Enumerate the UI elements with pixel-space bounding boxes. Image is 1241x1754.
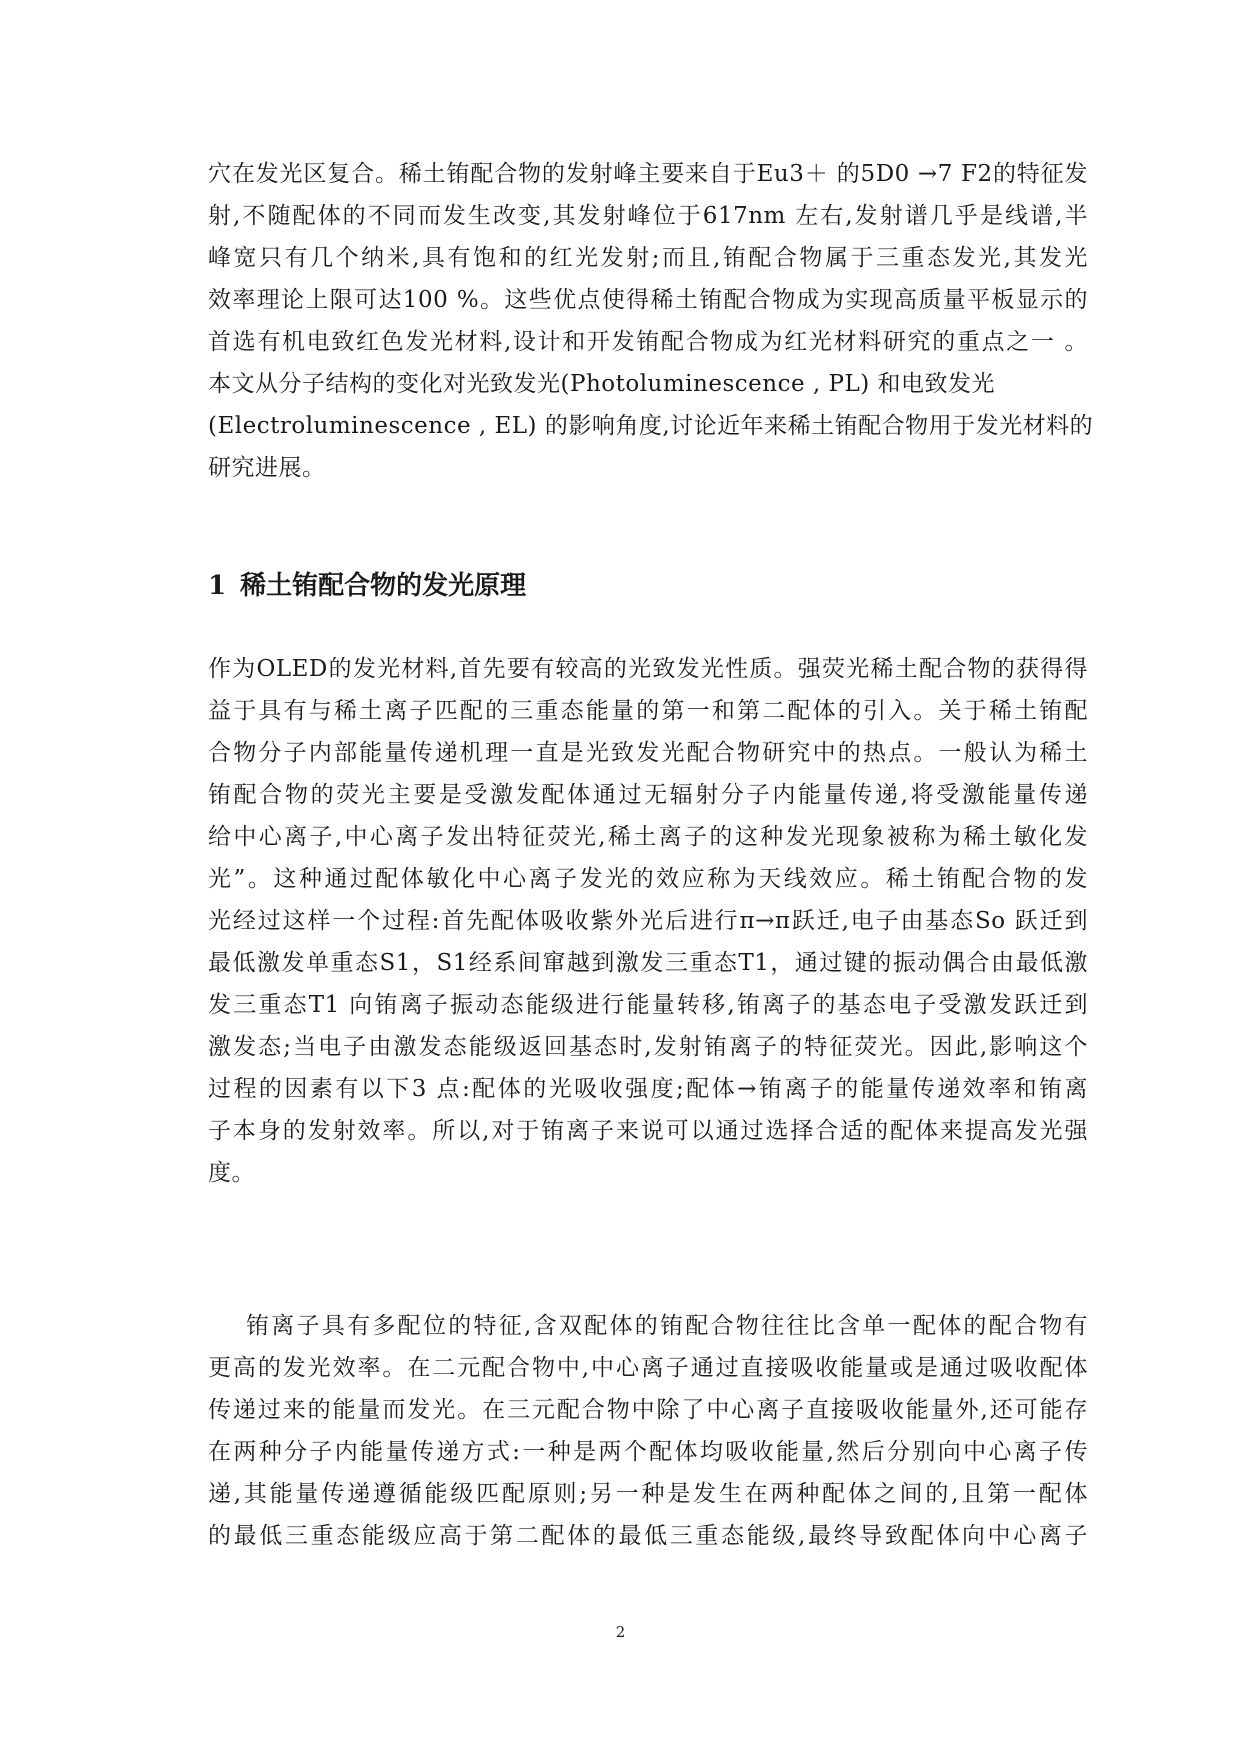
text-line: 益于具有与稀土离子匹配的三重态能量的第一和第二配体的引入。关于稀土铕配 — [208, 698, 1088, 724]
text-line: 激发态;当电子由激发态能级返回基态时,发射铕离子的特征荧光。因此,影响这个 — [208, 1034, 1088, 1060]
text-line: 过程的因素有以下3 点:配体的光吸收强度;配体→铕离子的能量传递效率和铕离 — [208, 1076, 1088, 1102]
text-line: 合物分子内部能量传递机理一直是光致发光配合物研究中的热点。一般认为稀土 — [208, 740, 1088, 766]
text-line: 子本身的发射效率。所以,对于铕离子来说可以通过选择合适的配体来提高发光强 — [208, 1118, 1088, 1144]
text-line: 给中心离子,中心离子发出特征荧光,稀土离子的这种发光现象被称为稀土敏化发 — [208, 824, 1088, 850]
text-line: 度。 — [208, 1160, 255, 1186]
text-line: (Electroluminescence , EL) 的影响角度,讨论近年来稀土铕配合物用于发光材料的 — [208, 413, 1094, 439]
text-line: 最低激发单重态S1，S1经系间窜越到激发三重态T1，通过键的振动偶合由最低激 — [208, 950, 1088, 976]
text-line: 效率理论上限可达100 %。这些优点使得稀土铕配合物成为实现高质量平板显示的 — [208, 287, 1088, 313]
text-line: 研究进展。 — [208, 455, 326, 481]
text-line: 递,其能量传递遵循能级匹配原则;另一种是发生在两种配体之间的,且第一配体 — [208, 1481, 1088, 1507]
paragraph-principle — [208, 648, 1088, 1194]
text-line: 光”。这种通过配体敏化中心离子发光的效应称为天线效应。稀土铕配合物的发 — [208, 866, 1088, 892]
section-title: 稀土铕配合物的发光原理 — [240, 571, 527, 601]
text-line: 的最低三重态能级应高于第二配体的最低三重态能级,最终导致配体向中心离子 — [208, 1523, 1088, 1549]
section-heading — [208, 566, 526, 606]
text-line: 光经过这样一个过程:首先配体吸收紫外光后进行π→π跃迁,电子由基态So 跃迁到 — [208, 908, 1088, 934]
text-line: 射,不随配体的不同而发生改变,其发射峰位于617nm 左右,发射谱几乎是线谱,半 — [208, 203, 1088, 229]
text-line: 本文从分子结构的变化对光致发光(Photoluminescence , PL) 和电致发光 — [208, 371, 996, 397]
text-line: 铕配合物的荧光主要是受激发配体通过无辐射分子内能量传递,将受激能量传递 — [208, 782, 1088, 808]
page-number: 2 — [615, 1623, 626, 1641]
text-line: 铕离子具有多配位的特征,含双配体的铕配合物往往比含单一配体的配合物有 — [246, 1313, 1088, 1339]
text-line: 作为OLED的发光材料,首先要有较高的光致发光性质。强荧光稀土配合物的获得得 — [208, 656, 1088, 682]
text-line: 峰宽只有几个纳米,具有饱和的红光发射;而且,铕配合物属于三重态发光,其发光 — [208, 245, 1088, 271]
text-line: 发三重态T1 向铕离子振动态能级进行能量转移,铕离子的基态电子受激发跃迁到 — [208, 992, 1088, 1018]
text-line: 传递过来的能量而发光。在三元配合物中除了中心离子直接吸收能量外,还可能存 — [208, 1397, 1088, 1423]
text-line: 在两种分子内能量传递方式:一种是两个配体均吸收能量,然后分别向中心离子传 — [208, 1439, 1088, 1465]
text-line: 更高的发光效率。在二元配合物中,中心离子通过直接吸收能量或是通过吸收配体 — [208, 1355, 1088, 1381]
section-number: 1 — [208, 571, 227, 601]
text-line: 穴在发光区复合。稀土铕配合物的发射峰主要来自于Eu3＋ 的5D0 →7 F2的特征发 — [208, 161, 1088, 187]
text-line: 首选有机电致红色发光材料,设计和开发铕配合物成为红光材料研究的重点之一 。 — [208, 329, 1088, 355]
paragraph-dual-ligand — [208, 1305, 1088, 1557]
paragraph-intro — [208, 153, 1094, 489]
